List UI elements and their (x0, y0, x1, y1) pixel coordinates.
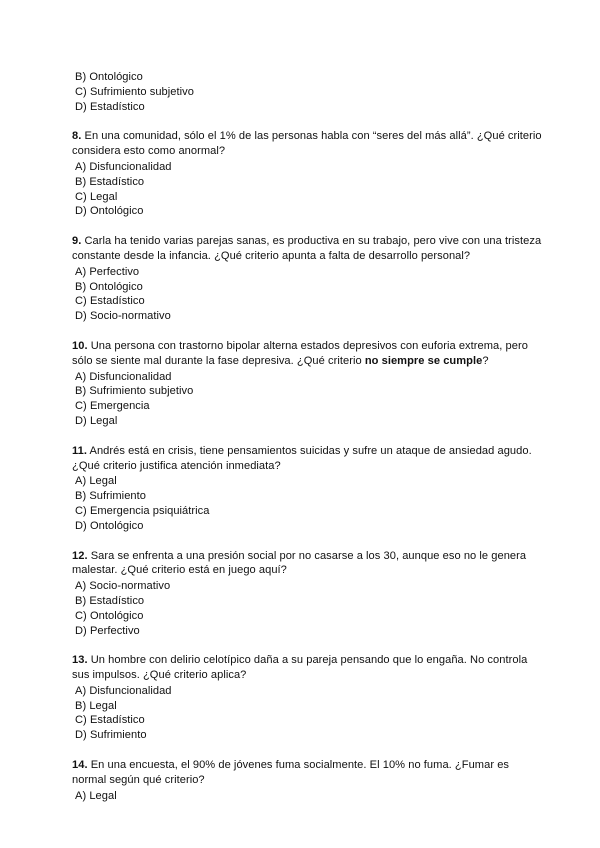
question-9 (72, 234, 542, 324)
question-8 (72, 129, 542, 219)
answer-option: C) Emergencia psiquiátrica (75, 504, 210, 517)
answer-option: A) Disfuncionalidad (75, 684, 172, 697)
question-stem (72, 339, 542, 369)
answer-option: D) Ontológico (75, 519, 144, 532)
answer-option: D) Sufrimiento (75, 729, 147, 742)
answer-option: D) Socio-normativo (75, 310, 171, 323)
answer-option: C) Sufrimiento subjetivo (75, 85, 194, 98)
question-11 (72, 444, 542, 534)
question-text: En una comunidad, sólo el 1% de las personas habla con “seres del más allá”. ¿Qué criterio considera esto como anormal? (72, 130, 542, 158)
question-13 (72, 653, 542, 743)
question-number: 12. (72, 549, 88, 562)
answer-option: C) Estadístico (75, 295, 145, 308)
question-text: Carla ha tenido varias parejas sanas, es productiva en su trabajo, pero vive con una tristeza constante desde la infancia. ¿Qué criterio apunta a falta de desarrollo personal? (72, 235, 542, 262)
answer-option: B) Legal (75, 699, 117, 712)
question-number: 13. (72, 654, 88, 667)
question-text: En una encuesta, el 90% de jóvenes fuma socialmente. El 10% no fuma. ¿Fumar es normal según qué criterio? (72, 759, 510, 786)
answer-option: B) Ontológico (75, 71, 143, 83)
question-text: Sara se enfrenta a una presión social por no casarse a los 30, aunque eso no le genera malestar. ¿Qué criterio está en juego aquí? (72, 549, 527, 577)
question-number: 11. (72, 444, 87, 457)
answer-option: B) Estadístico (75, 594, 145, 607)
question-number: 9. (72, 235, 82, 248)
answer-option: C) Legal (75, 190, 118, 203)
answer-option: D) Legal (75, 414, 118, 427)
answer-option: C) Emergencia (75, 400, 150, 413)
answer-option: C) Estadístico (75, 714, 145, 727)
document-page (72, 70, 542, 803)
question-number: 10. (72, 339, 88, 352)
answer-option: D) Perfectivo (75, 624, 140, 637)
question-14 (72, 758, 542, 803)
question-stem (72, 758, 542, 788)
question-stem (72, 129, 542, 159)
answer-option: D) Estadístico (75, 100, 145, 113)
answer-option: C) Ontológico (75, 609, 144, 622)
question-text-end: ? (482, 354, 489, 367)
answer-option: B) Ontológico (75, 280, 143, 293)
answer-option: A) Legal (75, 475, 117, 488)
answer-option: A) Disfuncionalidad (75, 370, 172, 383)
question-text: Una persona con trastorno bipolar alterna estados depresivos con euforia extrema, pero sólo se siente mal durante la fase depresiva. ¿Qué criterio (72, 339, 528, 367)
question-stem (72, 653, 542, 683)
question-text: Andrés está en crisis, tiene pensamientos suicidas y sufre un ataque de ansiedad agudo. ¿Qué criterio justifica atención inmediata? (72, 444, 532, 472)
question-stem (72, 549, 542, 579)
carryover-options (72, 70, 542, 114)
answer-option: B) Sufrimiento (75, 490, 146, 503)
question-text: Un hombre con delirio celotípico daña a su pareja pensando que lo engaña. No controla sus impulsos. ¿Qué criterio aplica? (72, 654, 528, 682)
question-number: 8. (72, 130, 82, 143)
question-12 (72, 549, 542, 639)
question-emphasis: no siempre se cumple (364, 354, 483, 367)
answer-option: D) Ontológico (75, 205, 144, 218)
answer-option: A) Socio-normativo (75, 580, 171, 593)
answer-option: A) Legal (75, 789, 117, 802)
answer-option: A) Perfectivo (75, 265, 140, 278)
question-10 (72, 339, 542, 429)
question-stem (72, 234, 542, 264)
question-number: 14. (72, 759, 88, 772)
answer-option: A) Disfuncionalidad (75, 160, 172, 173)
answer-option: B) Estadístico (75, 175, 145, 188)
answer-option: B) Sufrimiento subjetivo (75, 385, 194, 398)
question-stem (72, 444, 542, 474)
